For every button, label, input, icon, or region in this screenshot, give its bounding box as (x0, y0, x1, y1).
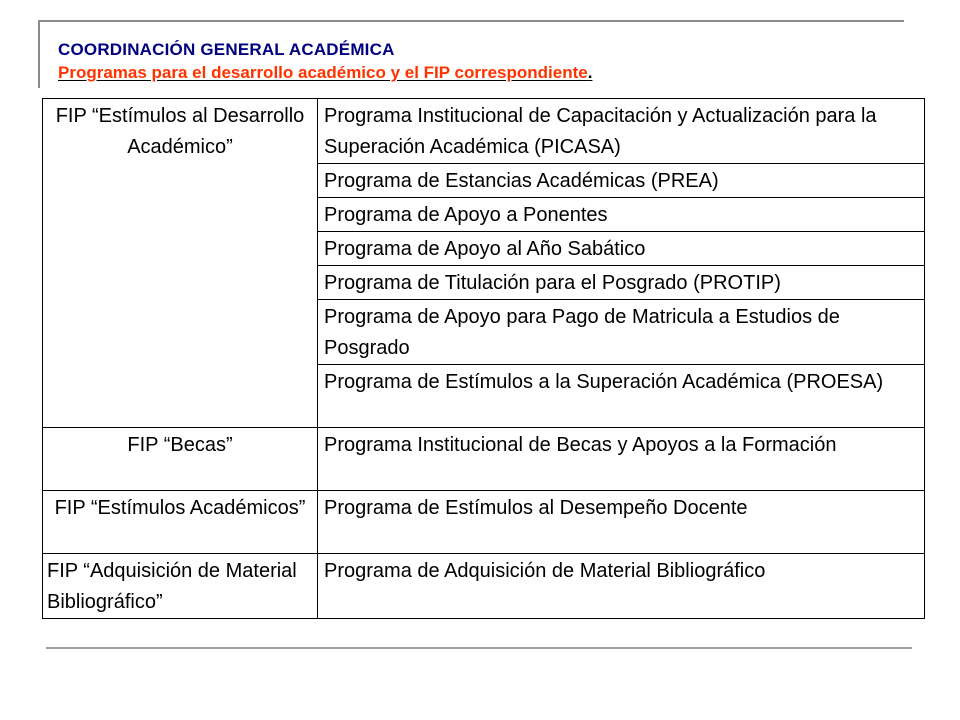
top-rule (38, 20, 904, 22)
left-rule (38, 20, 40, 88)
page-subtitle (58, 63, 592, 83)
program-cell: Programa Institucional de Capacitación y Actualización para la Superación Académica (PICASA) (318, 99, 925, 164)
fip-cell: FIP “Adquisición de Material Bibliográfico” (43, 554, 318, 619)
program-cell: Programa de Apoyo al Año Sabático (318, 232, 925, 266)
table-row (43, 428, 925, 491)
fip-cell: FIP “Becas” (43, 428, 318, 491)
subtitle-period: . (587, 63, 593, 82)
program-cell: Programa de Adquisición de Material Bibliográfico (318, 554, 925, 619)
program-cell: Programa de Estímulos al Desempeño Docente (318, 491, 925, 554)
page-title: COORDINACIÓN GENERAL ACADÉMICA (58, 40, 395, 59)
programs-table (42, 98, 925, 619)
fip-cell: FIP “Estímulos Académicos” (43, 491, 318, 554)
program-cell: Programa de Estancias Académicas (PREA) (318, 164, 925, 198)
program-cell: Programa de Apoyo a Ponentes (318, 198, 925, 232)
fip-cell: FIP “Estímulos al Desarrollo Académico” (43, 99, 318, 428)
table-row (43, 554, 925, 619)
table-row (43, 491, 925, 554)
bottom-rule (46, 647, 912, 649)
program-cell: Programa de Apoyo para Pago de Matricula a Estudios de Posgrado (318, 300, 925, 365)
program-cell: Programa de Titulación para el Posgrado (PROTIP) (318, 266, 925, 300)
program-cell: Programa Institucional de Becas y Apoyos a la Formación (318, 428, 925, 491)
table-row (43, 99, 925, 164)
subtitle-text: Programas para el desarrollo académico y el FIP correspondiente (58, 63, 588, 82)
program-cell: Programa de Estímulos a la Superación Académica (PROESA) (318, 365, 925, 428)
